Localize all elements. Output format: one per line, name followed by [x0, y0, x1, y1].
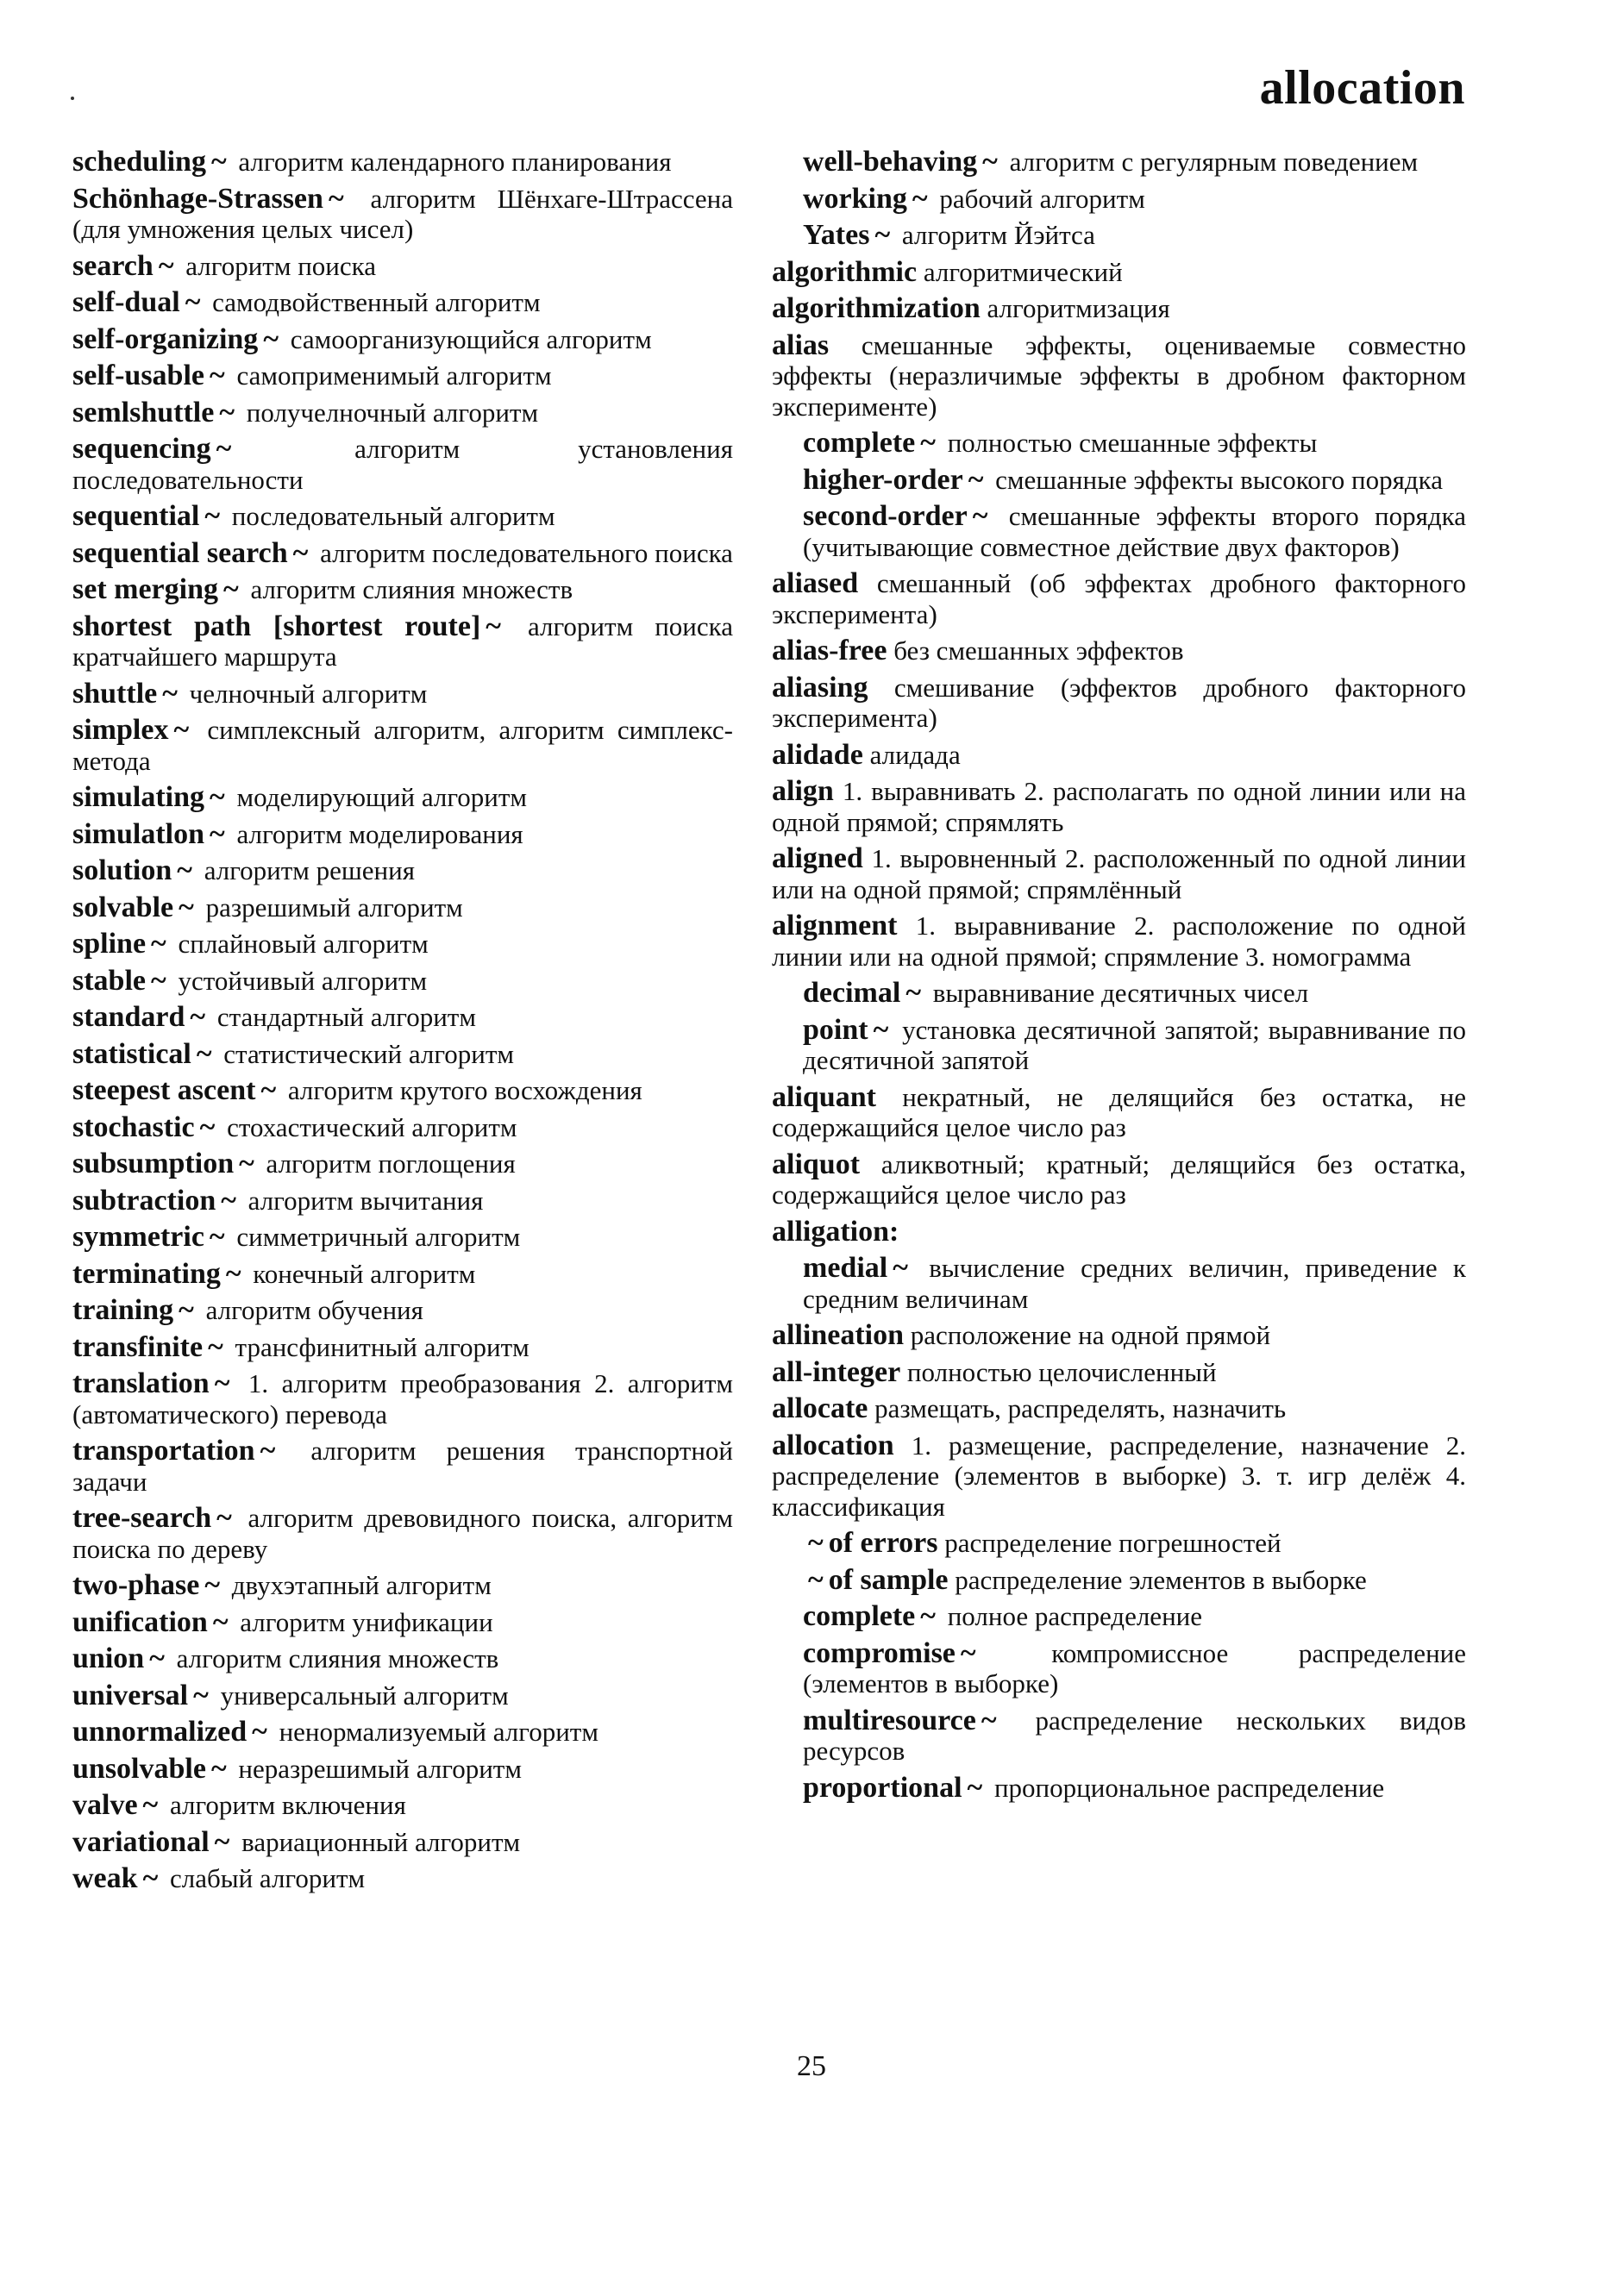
entry-headword: subtraction	[72, 1184, 216, 1217]
entry-definition: смешанные эффекты второго порядка (учитывающие совместное действие двух факторов)	[803, 501, 1467, 562]
dictionary-entry	[803, 1528, 1466, 1559]
entry-definition: 1. выравнивание 2. расположение по одной линии или на одной прямой; спрямление 3. номограмма	[772, 910, 1466, 972]
entry-definition: алгоритм Йэйтса	[901, 220, 1095, 250]
dictionary-entry	[72, 855, 733, 886]
entry-definition: последовательный алгоритм	[231, 501, 555, 531]
dictionary-entry	[72, 679, 733, 710]
entry-definition: алгоритм Шёнхаге-Штрассена (для умножения целых чисел)	[72, 183, 733, 244]
dictionary-entry	[803, 428, 1466, 459]
entry-headword: universal	[72, 1679, 189, 1711]
dictionary-entry	[803, 147, 1466, 178]
entry-headword: tree-search	[72, 1502, 212, 1534]
tilde-mark: ~	[151, 928, 166, 960]
tilde-mark: ~	[873, 1013, 889, 1046]
dictionary-entry	[72, 611, 733, 673]
dictionary-entry	[72, 1717, 733, 1748]
entry-headword: algorithmization	[772, 292, 981, 324]
dictionary-entry	[72, 1368, 733, 1430]
entry-definition: алгоритм унификации	[240, 1606, 493, 1637]
dictionary-entry	[803, 1565, 1466, 1596]
entry-definition: алгоритм древовидного поиска, алгоритм поиска по дереву	[72, 1503, 734, 1564]
dictionary-entry	[772, 776, 1466, 837]
dictionary-entry	[72, 1827, 733, 1858]
entry-definition: алгоритм последовательного поиска	[320, 537, 733, 568]
dictionary-entry	[772, 910, 1466, 972]
print-speck	[71, 97, 74, 100]
dictionary-entry	[72, 1075, 733, 1106]
tilde-mark: ~	[210, 1752, 227, 1785]
tilde-mark: ~	[292, 536, 309, 569]
tilde-mark: ~	[982, 146, 998, 178]
tilde-mark: ~	[808, 1527, 824, 1559]
entry-headword: allocate	[772, 1392, 868, 1424]
entry-definition: смешанный (об эффектах дробного факторного эксперимента)	[772, 568, 1467, 629]
dictionary-entry	[772, 568, 1466, 629]
dictionary-entry	[803, 1601, 1466, 1632]
entry-definition: конечный алгоритм	[253, 1258, 476, 1289]
entry-headword: simplex	[72, 714, 169, 746]
tilde-mark: ~	[158, 249, 174, 282]
entry-definition: алгоритм включения	[169, 1790, 406, 1820]
right-column	[772, 147, 1466, 1809]
entry-definition: полностью целочисленный	[906, 1356, 1217, 1387]
dictionary-entry	[72, 324, 733, 355]
entry-headword: transportation	[72, 1435, 255, 1467]
entry-headword: sequential	[72, 500, 200, 532]
tilde-mark: ~	[221, 1184, 236, 1217]
dictionary-entry	[772, 257, 1466, 288]
entry-definition: размещать, распределять, назначить	[874, 1393, 1287, 1423]
entry-headword: weak	[72, 1862, 138, 1894]
dictionary-entry	[72, 574, 733, 605]
entry-headword: aliquant	[772, 1080, 876, 1113]
entry-definition: выравнивание десятичных чисел	[932, 978, 1309, 1008]
entry-headword: sequential search	[72, 536, 288, 569]
entry-headword: alias	[772, 328, 830, 361]
entry-headword: align	[772, 775, 834, 807]
tilde-mark: ~	[190, 1001, 206, 1033]
entry-headword: shortest path [shortest route]	[72, 610, 481, 642]
entry-definition: компромиссное распределение (элементов в выборке)	[803, 1637, 1467, 1699]
entry-headword: subsumption	[72, 1148, 235, 1179]
entry-definition: алгоритм обучения	[205, 1295, 423, 1325]
entry-headword: algorithmic	[772, 255, 918, 288]
entry-headword: shuttle	[72, 677, 158, 710]
entry-headword: higher-order	[803, 463, 963, 496]
tilde-mark: ~	[223, 573, 239, 605]
dictionary-entry	[72, 1643, 733, 1674]
dictionary-entry	[72, 184, 733, 245]
entry-headword: spline	[72, 928, 147, 960]
entry-headword: symmetric	[72, 1221, 204, 1253]
tilde-mark: ~	[960, 1636, 976, 1669]
left-column	[72, 147, 733, 1900]
dictionary-entry	[803, 465, 1466, 496]
entry-headword: variational	[72, 1825, 210, 1858]
entry-definition: трансфинитный алгоритм	[235, 1331, 530, 1362]
entry-definition: сплайновый алгоритм	[178, 929, 429, 959]
tilde-mark: ~	[210, 146, 227, 178]
tilde-mark: ~	[920, 427, 936, 459]
entry-definition: 1. алгоритм преобразования 2. алгоритм (автоматического) перевода	[72, 1368, 733, 1430]
tilde-mark: ~	[210, 817, 225, 850]
entry-headword: all-integer	[772, 1355, 901, 1388]
entry-headword: compromise	[803, 1636, 956, 1669]
tilde-mark: ~	[208, 1330, 223, 1363]
dictionary-entry	[772, 740, 1466, 771]
entry-definition: 1. выровненный 2. расположенный по одной линии или на одной прямой; спрямлённый	[772, 843, 1467, 904]
dictionary-entry	[772, 1357, 1466, 1388]
entry-headword: terminating	[72, 1257, 221, 1290]
dictionary-entry	[72, 287, 733, 318]
tilde-mark: ~	[808, 1563, 824, 1596]
entry-headword: search	[72, 249, 154, 282]
dictionary-entry	[772, 1217, 1466, 1248]
tilde-mark: ~	[173, 714, 190, 746]
dictionary-entry	[772, 1320, 1466, 1351]
entry-headword: self-dual	[72, 286, 180, 318]
entry-headword: second-order	[803, 500, 968, 532]
dictionary-entry	[772, 1082, 1466, 1143]
entry-headword: point	[803, 1013, 868, 1046]
entry-definition: алгоритм решения	[204, 855, 415, 885]
tilde-mark: ~	[252, 1716, 267, 1748]
tilde-mark: ~	[210, 360, 225, 391]
entry-definition: алгоритм решения транспортной задачи	[72, 1436, 733, 1497]
entry-definition: алидада	[869, 739, 961, 770]
tilde-mark: ~	[193, 1679, 209, 1711]
tilde-mark: ~	[239, 1148, 254, 1179]
dictionary-entry	[72, 819, 733, 850]
tilde-mark: ~	[179, 1294, 194, 1326]
tilde-mark: ~	[214, 1825, 230, 1858]
dictionary-entry	[72, 1295, 733, 1326]
entry-definition: смешанные эффекты, оцениваемые совместно эффекты (неразличимые эффекты в дробном факторном эксперименте)	[772, 329, 1467, 422]
entry-headword: self-organizing	[72, 322, 259, 355]
entry-headword: complete	[803, 1600, 916, 1632]
entry-headword: stable	[72, 964, 146, 997]
entry-headword: well-behaving	[803, 146, 978, 178]
entry-definition: алгоритм поглощения	[266, 1148, 516, 1179]
dictionary-entry	[72, 1607, 733, 1638]
dictionary-entry	[72, 360, 733, 391]
entry-definition: алгоритм слияния множеств	[176, 1643, 499, 1674]
entry-headword: decimal	[803, 977, 901, 1009]
tilde-mark: ~	[196, 1037, 212, 1070]
dictionary-entry	[72, 1186, 733, 1217]
entry-definition: алгоритм слияния множеств	[250, 574, 573, 604]
entry-headword: statistical	[72, 1037, 191, 1070]
tilde-mark: ~	[212, 1605, 229, 1638]
entry-definition: смешанные эффекты высокого порядка	[995, 464, 1443, 495]
entry-definition: симплексный алгоритм, алгоритм симплекс-метода	[72, 715, 734, 776]
entry-definition: расположение на одной прямой	[910, 1320, 1271, 1350]
entry-definition: алгоритм крутого восхождения	[287, 1075, 642, 1105]
entry-headword: Yates	[803, 219, 870, 251]
dictionary-entry	[72, 501, 733, 532]
entry-headword: medial	[803, 1252, 888, 1284]
tilde-mark: ~	[260, 1435, 276, 1467]
entry-headword: valve	[72, 1789, 138, 1821]
tilde-mark: ~	[216, 433, 232, 465]
dictionary-entry	[72, 1503, 733, 1564]
entry-headword: allocation	[772, 1429, 894, 1461]
entry-headword: complete	[803, 427, 916, 459]
entry-definition: пропорциональное распределение	[993, 1772, 1385, 1803]
running-head: allocation	[1259, 61, 1465, 115]
dictionary-entry	[72, 715, 733, 776]
dictionary-entry	[72, 1039, 733, 1070]
dictionary-entry	[72, 147, 733, 178]
tilde-mark: ~	[967, 1771, 983, 1804]
entry-headword: alligation:	[772, 1215, 899, 1248]
tilde-mark: ~	[179, 891, 194, 923]
entry-definition: алгоритмизация	[987, 293, 1170, 323]
tilde-mark: ~	[328, 182, 344, 215]
entry-headword: proportional	[803, 1771, 962, 1804]
entry-definition: распределение нескольких видов ресурсов	[803, 1705, 1467, 1766]
entry-definition: алгоритм поиска кратчайшего маршрута	[72, 610, 733, 672]
entry-definition: разрешимый алгоритм	[205, 891, 463, 923]
entry-definition: алгоритмический	[923, 256, 1123, 287]
dictionary-entry	[72, 1754, 733, 1785]
tilde-mark: ~	[263, 322, 279, 355]
tilde-mark: ~	[219, 396, 235, 429]
tilde-mark: ~	[260, 1074, 277, 1106]
entry-definition: вариационный алгоритм	[241, 1826, 521, 1857]
tilde-mark: ~	[874, 219, 891, 251]
entry-headword: unnormalized	[72, 1716, 248, 1748]
entry-headword: alidade	[772, 738, 863, 771]
entry-definition: установка десятичной запятой; выравнивание по десятичной запятой	[803, 1014, 1466, 1075]
dictionary-entry	[803, 501, 1466, 562]
entry-headword: self-usable	[72, 360, 204, 391]
tilde-mark: ~	[216, 1502, 232, 1534]
dictionary-entry	[803, 1015, 1466, 1076]
dictionary-entry	[72, 1148, 733, 1179]
entry-headword: alignment	[772, 910, 898, 942]
dictionary-entry	[72, 1222, 733, 1253]
dictionary-entry	[72, 1332, 733, 1363]
entry-definition: рабочий алгоритм	[939, 183, 1145, 214]
entry-definition: алгоритм календарного планирования	[238, 147, 672, 177]
tilde-mark: ~	[162, 677, 178, 710]
dictionary-entry	[72, 1570, 733, 1601]
entry-headword: two-phase	[72, 1569, 200, 1601]
tilde-mark: ~	[968, 463, 984, 496]
entry-definition: алгоритм вычитания	[248, 1185, 484, 1216]
tilde-mark: ~	[142, 1862, 159, 1894]
dictionary-entry	[72, 1436, 733, 1497]
entry-headword: of errors	[828, 1527, 938, 1559]
dictionary-entry	[72, 1790, 733, 1821]
dictionary-entry	[72, 1680, 733, 1711]
page-number: 25	[797, 2050, 826, 2082]
entry-headword: multiresource	[803, 1704, 976, 1736]
dictionary-entry	[72, 929, 733, 960]
dictionary-entry	[72, 892, 733, 923]
tilde-mark: ~	[209, 1221, 225, 1253]
entry-definition: слабый алгоритм	[170, 1863, 366, 1893]
dictionary-entry	[803, 978, 1466, 1009]
entry-definition: алгоритм моделирования	[236, 818, 523, 849]
entry-headword: sequencing	[72, 433, 211, 465]
entry-headword: Schönhage-Strassen	[72, 182, 323, 215]
dictionary-entry	[772, 293, 1466, 324]
entry-definition: двухэтапный алгоритм	[231, 1570, 492, 1600]
entry-definition: алгоритм с регулярным поведением	[1009, 147, 1419, 177]
entry-definition: полное распределение	[947, 1601, 1203, 1631]
dictionary-entry	[772, 843, 1466, 904]
dictionary-entry	[772, 673, 1466, 734]
entry-headword: set merging	[72, 573, 219, 605]
entry-definition: алгоритм установления последовательности	[72, 434, 733, 495]
entry-headword: of sample	[828, 1563, 949, 1596]
entry-definition: стохастический алгоритм	[227, 1111, 517, 1142]
entry-headword: scheduling	[72, 146, 206, 178]
entry-definition: 1. размещение, распределение, назначение 2. распределение (элементов в выборке) 3. т. игр делёж 4. классификация	[772, 1430, 1466, 1522]
entry-headword: translation	[72, 1367, 210, 1399]
entry-headword: standard	[72, 1001, 185, 1033]
entry-headword: aliasing	[772, 671, 868, 704]
entry-headword: training	[72, 1294, 174, 1326]
entry-definition: самоприменимый алгоритм	[236, 360, 552, 391]
dictionary-entry	[803, 1253, 1466, 1314]
tilde-mark: ~	[210, 781, 225, 813]
dictionary-entry	[772, 635, 1466, 666]
entry-headword: simulatlon	[72, 817, 205, 850]
entry-definition: без смешанных эффектов	[893, 635, 1184, 666]
dictionary-entry	[803, 1638, 1466, 1699]
dictionary-entry	[772, 330, 1466, 422]
dictionary-entry	[72, 966, 733, 997]
tilde-mark: ~	[151, 964, 166, 997]
entry-headword: unification	[72, 1605, 208, 1638]
entry-headword: aligned	[772, 842, 863, 874]
entry-headword: simulating	[72, 781, 205, 813]
dictionary-entry	[803, 1705, 1466, 1767]
dictionary-entry	[72, 434, 733, 495]
dictionary-entry	[803, 184, 1466, 215]
entry-headword: solvable	[72, 891, 174, 923]
entry-headword: semlshuttle	[72, 396, 215, 429]
entry-definition: 1. выравнивать 2. располагать по одной линии или на одной прямой; спрямлять	[772, 776, 1466, 837]
entry-headword: union	[72, 1642, 145, 1674]
tilde-mark: ~	[204, 500, 221, 532]
tilde-mark: ~	[149, 1642, 165, 1674]
tilde-mark: ~	[972, 500, 988, 532]
entry-definition: смешивание (эффектов дробного факторного эксперимента)	[772, 672, 1466, 733]
dictionary-entry	[772, 1149, 1466, 1211]
entry-definition: универсальный алгоритм	[220, 1680, 509, 1711]
tilde-mark: ~	[893, 1252, 908, 1284]
entry-definition: алгоритм поиска	[185, 250, 376, 281]
entry-definition: распределение элементов в выборке	[955, 1564, 1367, 1595]
entry-headword: allineation	[772, 1319, 905, 1351]
tilde-mark: ~	[204, 1569, 221, 1601]
tilde-mark: ~	[142, 1789, 159, 1821]
entry-definition: симметричный алгоритм	[236, 1222, 521, 1252]
entry-headword: unsolvable	[72, 1752, 206, 1785]
entry-headword: aliquot	[772, 1148, 861, 1180]
entry-definition: ненормализуемый алгоритм	[279, 1717, 598, 1747]
entry-definition: самодвойственный алгоритм	[212, 287, 541, 317]
entry-headword: steepest ascent	[72, 1074, 256, 1106]
entry-headword: stochastic	[72, 1110, 195, 1143]
entry-headword: alias-free	[772, 635, 887, 666]
tilde-mark: ~	[912, 182, 928, 215]
dictionary-entry	[72, 251, 733, 282]
entry-definition: неразрешимый алгоритм	[238, 1753, 522, 1784]
dictionary-entry	[72, 538, 733, 569]
dictionary-entry	[772, 1393, 1466, 1424]
tilde-mark: ~	[981, 1704, 997, 1736]
entry-headword: aliased	[772, 567, 859, 599]
dictionary-entry	[803, 1773, 1466, 1804]
dictionary-entry	[772, 1430, 1466, 1523]
dictionary-entry	[72, 1863, 733, 1894]
entry-headword: solution	[72, 854, 172, 886]
entry-definition: распределение погрешностей	[944, 1528, 1281, 1558]
dictionary-entry	[72, 1259, 733, 1290]
tilde-mark: ~	[214, 1367, 230, 1399]
entry-definition: стандартный алгоритм	[216, 1002, 476, 1032]
dictionary-entry	[72, 397, 733, 429]
entry-definition: челночный алгоритм	[189, 678, 428, 709]
entry-definition: статистический алгоритм	[223, 1038, 515, 1069]
dictionary-entry	[72, 782, 733, 813]
entry-definition: моделирующий алгоритм	[236, 782, 528, 812]
dictionary-entry	[72, 1112, 733, 1143]
tilde-mark: ~	[920, 1600, 936, 1632]
entry-definition: вычисление средних величин, приведение к средним величинам	[803, 1253, 1466, 1314]
tilde-mark: ~	[199, 1110, 216, 1143]
tilde-mark: ~	[905, 977, 921, 1009]
entry-headword: working	[803, 182, 907, 215]
entry-definition: самоорганизующийся алгоритм	[290, 323, 652, 354]
entry-definition: получелночный алгоритм	[246, 397, 539, 428]
entry-definition: аликвотный; кратный; делящийся без остатка, содержащийся целое число раз	[772, 1148, 1466, 1210]
tilde-mark: ~	[486, 610, 501, 642]
tilde-mark: ~	[225, 1257, 241, 1290]
tilde-mark: ~	[185, 286, 201, 318]
entry-definition: полностью смешанные эффекты	[947, 428, 1318, 458]
dictionary-entry	[72, 1002, 733, 1033]
entry-definition: устойчивый алгоритм	[178, 965, 428, 996]
entry-definition: некратный, не делящийся без остатка, не содержащийся целое число раз	[772, 1081, 1467, 1142]
tilde-mark: ~	[177, 854, 192, 886]
entry-headword: transfinite	[72, 1330, 204, 1363]
dictionary-entry	[803, 220, 1466, 251]
